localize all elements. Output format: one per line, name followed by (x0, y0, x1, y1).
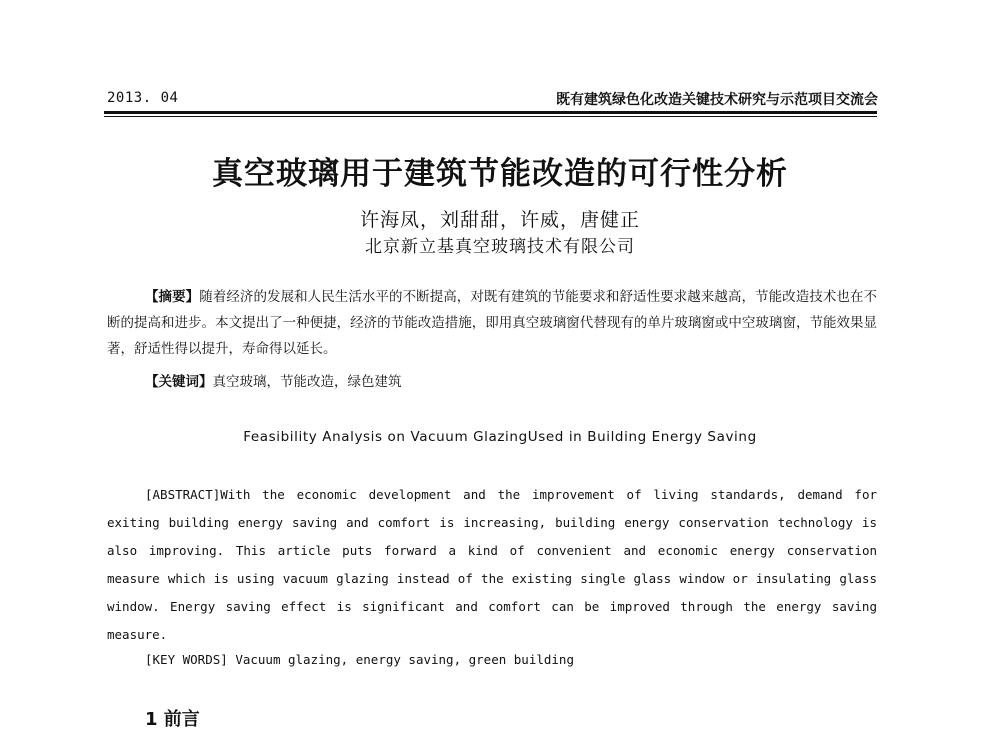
header-rule-thin (104, 116, 877, 117)
english-keywords (145, 652, 574, 667)
header-conference-name: 既有建筑绿色化改造关键技术研究与示范项目交流会 (556, 92, 878, 108)
paper-title: 真空玻璃用于建筑节能改造的可行性分析 (212, 156, 788, 192)
paper-authors: 许海凤，刘甜甜，许威，唐健正 (359, 209, 640, 231)
chinese-keywords-label: 【关键词】 (145, 374, 213, 390)
english-abstract (107, 481, 877, 649)
section-1-heading: 1 前言 (145, 709, 200, 730)
english-abstract-text: With the economic development and the improvement of living standards, demand for exiting building energy saving and comfort is increasing, building energy conservation technology is also improving. This article puts forward a kind of convenient and economic energy conservation measure which is using vacuum glazing instead of the existing single glass window or insulating glass window. Energy saving effect is significant and comfort can be improved through the energy saving measure. (107, 487, 877, 642)
english-keywords-text: Vacuum glazing, energy saving, green building (235, 652, 574, 667)
header-date: 2013. 04 (107, 90, 179, 106)
header-rule-thick (104, 111, 877, 114)
chinese-abstract-text: 随着经济的发展和人民生活水平的不断提高，对既有建筑的节能要求和舒适性要求越来越高，节能改造技术也在不断的提高和进步。本文提出了一种便捷，经济的节能改造措施，即用真空玻璃窗代替现有的单片玻璃窗或中空玻璃窗，节能效果显著，舒适性得以提升，寿命得以延长。 (107, 289, 878, 357)
english-abstract-label: [ABSTRACT] (145, 487, 221, 502)
chinese-keywords-text: 真空玻璃，节能改造，绿色建筑 (212, 374, 402, 390)
chinese-abstract-label: 【摘要】 (145, 289, 200, 305)
chinese-keywords (145, 370, 402, 390)
english-keywords-label: [KEY WORDS] (145, 652, 228, 667)
paper-affiliation: 北京新立基真空玻璃技术有限公司 (365, 237, 635, 257)
chinese-abstract (107, 284, 877, 362)
english-title: Feasibility Analysis on Vacuum GlazingUsed in Building Energy Saving (243, 429, 757, 445)
